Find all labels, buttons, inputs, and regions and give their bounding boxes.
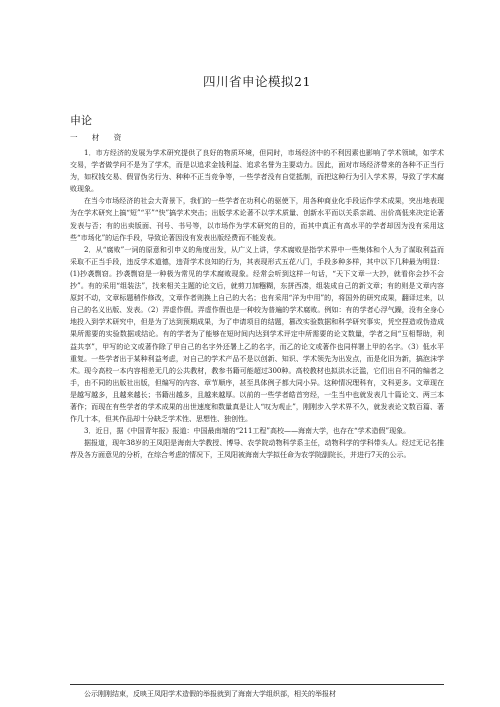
section-heading: 申论 (70, 114, 92, 127)
material-label: 一 材 资 (70, 133, 128, 142)
paragraph-4: 3．近日，据《中国青年报》报道：中国最南端的“211工程”高校——海南大学，也存在“学术造假”现象。 (84, 427, 411, 436)
document-title: 四川省申论模拟21 (203, 74, 311, 89)
paragraph-2: 在当今市场经济的社会大背景下，我们的一些学者在功利心的驱使下，用各种商业化手段运作学术成果，突出地表现为在学术研究上搞“短”“平”“快”搞学术突击；出版学术论著不以学术质量、创新水平而以关系亲疏、出价高低来决定论著发表与否；有的出卖版面、刊号、书号等，以市场作为学术研究的目的，而其中真正有高水平的学者却因为没有采用这些“市场化”的运作手段，导致论著因没有发表出版经费而不能发表。 (70, 197, 444, 242)
paragraph-5: 据报道，现年38岁的王凤阳是海南大学教授、博导、农学院动物科学系主任，动物科学的学科带头人。经过无记名推荐及各方面意见的分析，在综合考虑的情况下，王凤阳被海南大学拟任命为农学院副院长，并进行7天的公示。 (70, 439, 444, 460)
footer-paragraph: 公示刚刚结束，反映王凤阳学术造假的举报就到了海南大学组织部，相关的举报材 (84, 690, 336, 698)
footer-divider (70, 684, 444, 685)
paragraph-3: 2．从“腐败”一词的原意和引申义的角度出发，从广义上讲，学术腐败是指学术界中一些集体和个人为了谋取利益而采取不正当手段，违反学术道德，违背学术良知的行为，其表现形式五花八门，手段多种多样，其中以下几种最为明显：(1)抄袭剽窃。抄袭剽窃是一种极为常见的学术腐败现象。经常会听到这样一句话，“天下文章一大抄，就看你会抄不会抄”。有的采用“组装法”，找来相关主题的论文后，就剪刀加糨糊，东拼西凑，组装成自己的新文章；有的则是文章内容原封不动，文章标题稍作修改，文章作者则换上自己的大名；也有采用“洋为中用”的，将国外的研究成果，翻译过来，以自己的名义出版、发表。（2）弄虚作假。弄虚作假也是一种较为普遍的学术腐败。例如：有的学者心浮气躁，没有全身心地投入到学术研究中，但是为了达到预期成果，为了申请项目的结题，篡改实验数据和科学研究事实，凭空捏造或伪造成果所需要的实验数据或结论。有的学者为了能够在短时间内达到学术评定中所需要的论文数量，学者之间“互相帮助，利益共享”，甲写的论文或著作除了甲自己的名字外还署上乙的名字，而乙的论文或著作也同样署上甲的名字。（3）低水平重复。一些学者出于某种利益考虑，对自己的学术产品不是以创新、知识、学术领先为出发点，而是化旧为新，搞泡沫学术。现今高校一本内容相差无几的公共教材，教参书籍可能超过300种。高校教材也拟洪水泛滥，它们出自不同的编者之手，由不同的出版社出版，但编写的内容、章节顺序，甚至具体例子都大同小异。这种情况理科有，文科更多。文章现在是越写越多，且越来越长；书籍出越多，且越来越厚。以前的一些学者皓首穷经，一生当中也就发表几十篇论文、两三本著作；而现在有些学者的学术成果的出世速度和数量真是让人“叹为观止”，刚刚步入学术界不久，就发表论文数百篇、著作几十本，但其作品却十分缺乏学术性、思想性、独创性。 (70, 245, 444, 424)
paragraph-1: 1．市方经济的发展为学术研究提供了良好的物质环境，但同时，市场经济中的不利因素也影响了学术领域，如学术交易，学者做学问不是为了学术，而是以追求金钱利益、追求名誉为主要动力。因此，面对市场经济带来的各种不正当行为，如权钱交易、假冒伪劣行为、种种不正当竞争等，一些学者没有自觉抵制，而把这种行为引入学术界，导致了学术腐败现象。 (70, 149, 444, 194)
